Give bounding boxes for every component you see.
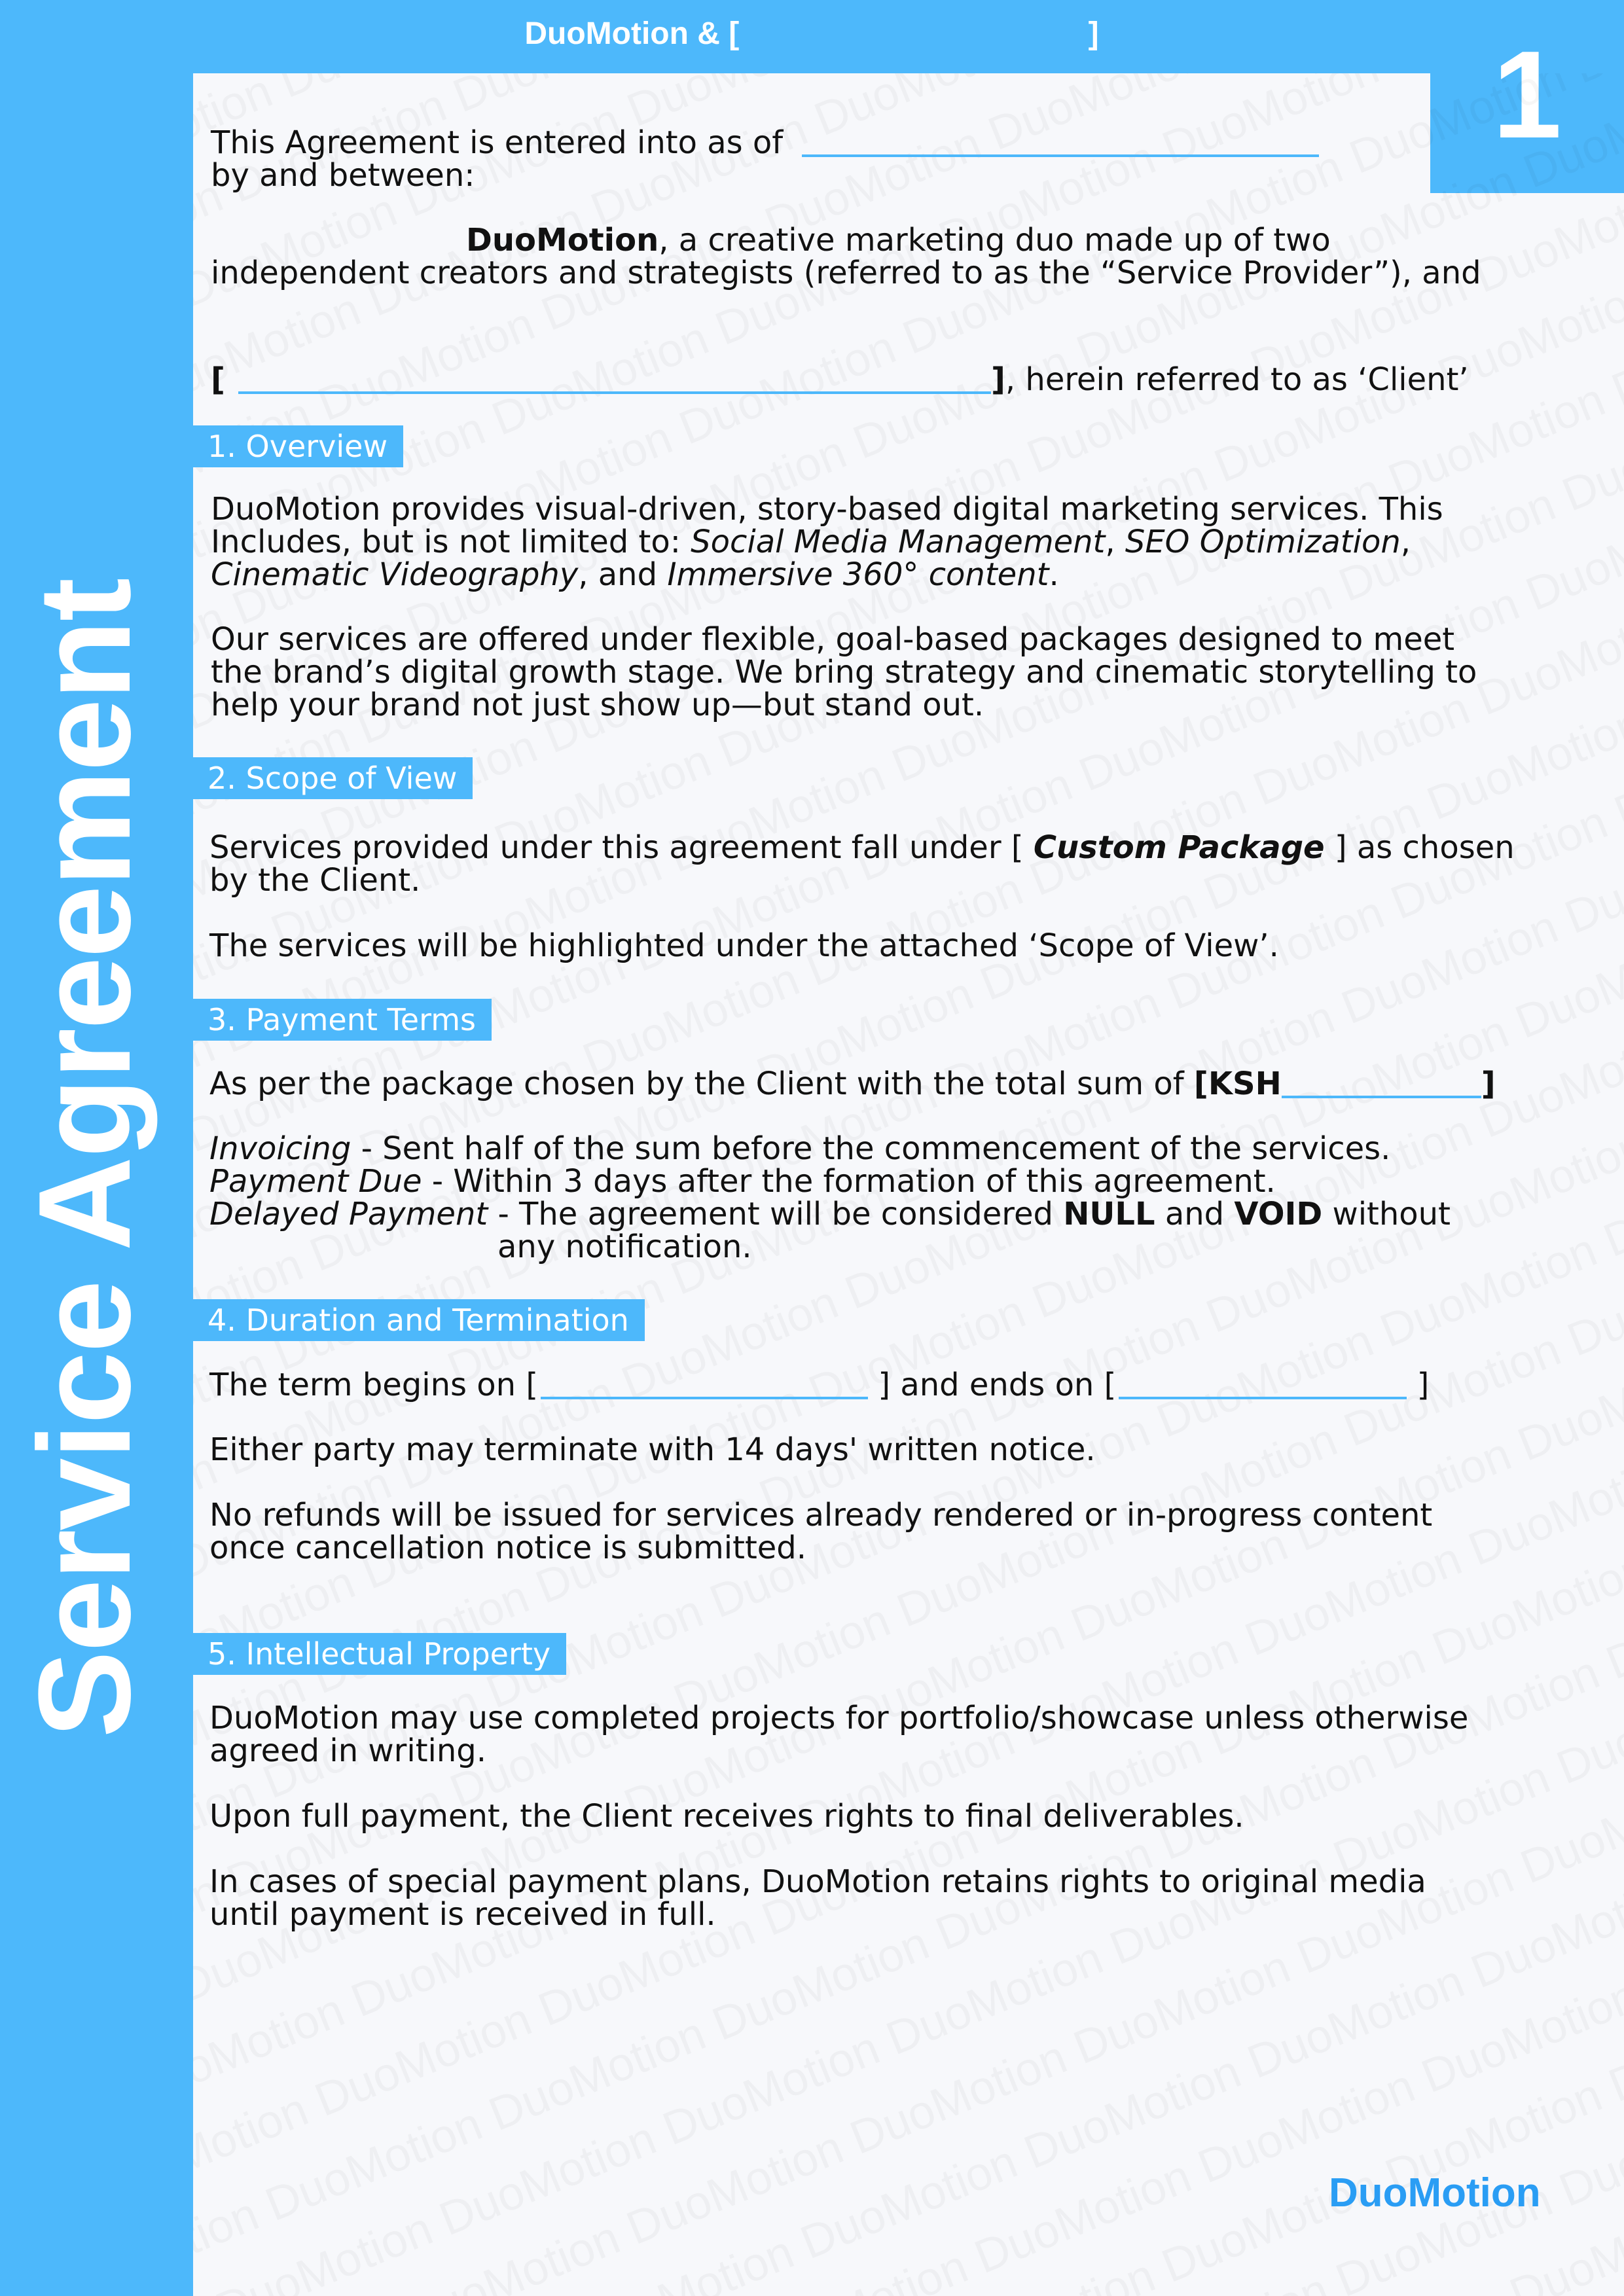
client-line: [ ], herein referred to as ‘Client’ bbox=[211, 361, 1469, 398]
intro-line-1: This Agreement is entered into as of bbox=[211, 126, 1319, 159]
section-heading-ip: 5. Intellectual Property bbox=[193, 1633, 566, 1675]
watermark-row bbox=[193, 1896, 1624, 2296]
watermark-row bbox=[297, 2260, 1624, 2296]
watermark-row bbox=[209, 2041, 1624, 2296]
watermark-row bbox=[193, 73, 1624, 353]
page-number-box bbox=[1430, 0, 1624, 193]
overview-paragraph-1: DuoMotion provides visual-driven, story-based digital marketing services. This Includes, but is not limited to: Social Media Management, SEO Optimization, Cinematic Videography, and Immersive 360° content. bbox=[211, 491, 1443, 593]
watermark-row bbox=[193, 1969, 1624, 2296]
payment-due-line: Payment Due - Within 3 days after the formation of this agreement. bbox=[209, 1163, 1276, 1200]
header-title: DuoMotion & [ ] bbox=[524, 16, 1099, 51]
payment-details: Invoicing - Sent half of the sum before the commencement of the services. Payment Due - Within 3 days after the formation of this agreement. Delayed Payment - The agreement will be considered NULL and VOID without any notification. bbox=[209, 1130, 1451, 1265]
scope-paragraph-1: Services provided under this agreement fall under [ Custom Package ] as chosen by the Client. bbox=[209, 829, 1515, 899]
delayed-payment-line: Delayed Payment - The agreement will be considered NULL and VOID without bbox=[209, 1196, 1451, 1232]
amount-field[interactable] bbox=[1282, 1067, 1481, 1098]
document-title: Service Agreement bbox=[12, 579, 158, 1738]
package-name: Custom Package bbox=[1033, 829, 1325, 866]
payment-total-line: As per the package chosen by the Client with the total sum of [KSH ] bbox=[209, 1066, 1496, 1102]
header-bar bbox=[193, 0, 1430, 73]
scope-paragraph-2: The services will be highlighted under the attached ‘Scope of View’. bbox=[209, 927, 1279, 964]
section-heading-overview: 1. Overview bbox=[193, 425, 403, 467]
duration-paragraph-2: Either party may terminate with 14 days' written notice. bbox=[209, 1431, 1096, 1468]
intro-line-2: by and between: bbox=[211, 157, 475, 194]
overview-paragraph-2: Our services are offered under flexible, goal-based packages designed to meet the brand’s digital growth stage. We bring strategy and cinematic storytelling to help your brand not just show up—but stand out. bbox=[211, 621, 1477, 723]
duration-paragraph-3: No refunds will be issued for services already rendered or in-progress content once cancellation notice is submitted. bbox=[209, 1497, 1433, 1566]
client-name-field[interactable] bbox=[238, 363, 991, 394]
provider-block: DuoMotion, a creative marketing duo made up of two independent creators and strategists (referred to as the “Service Provider”), and bbox=[211, 222, 1481, 291]
invoicing-line: Invoicing - Sent half of the sum before the commencement of the services. bbox=[209, 1130, 1391, 1167]
section-heading-payment: 3. Payment Terms bbox=[193, 999, 492, 1041]
end-date-field[interactable] bbox=[1119, 1368, 1407, 1399]
duration-term-line: The term begins on [ ] and ends on [ ] bbox=[209, 1367, 1430, 1403]
page-number: 1 bbox=[1492, 26, 1562, 164]
start-date-field[interactable] bbox=[541, 1368, 868, 1399]
footer-logo: DuoMotion bbox=[1329, 2170, 1541, 2215]
intro-block bbox=[211, 126, 1319, 192]
watermark-row bbox=[193, 1095, 1624, 2296]
ip-paragraph-2: Upon full payment, the Client receives rights to final deliverables. bbox=[209, 1798, 1244, 1835]
provider-name: DuoMotion bbox=[466, 222, 659, 259]
sidebar bbox=[0, 0, 193, 2296]
section-heading-duration: 4. Duration and Termination bbox=[193, 1299, 645, 1341]
section-heading-scope: 2. Scope of View bbox=[193, 757, 473, 799]
ip-paragraph-3: In cases of special payment plans, DuoMotion retains rights to original media until payment is received in full. bbox=[209, 1863, 1426, 1933]
ip-paragraph-1: DuoMotion may use completed projects for portfolio/showcase unless otherwise agreed in writing. bbox=[209, 1700, 1469, 1769]
date-field[interactable] bbox=[802, 126, 1319, 157]
